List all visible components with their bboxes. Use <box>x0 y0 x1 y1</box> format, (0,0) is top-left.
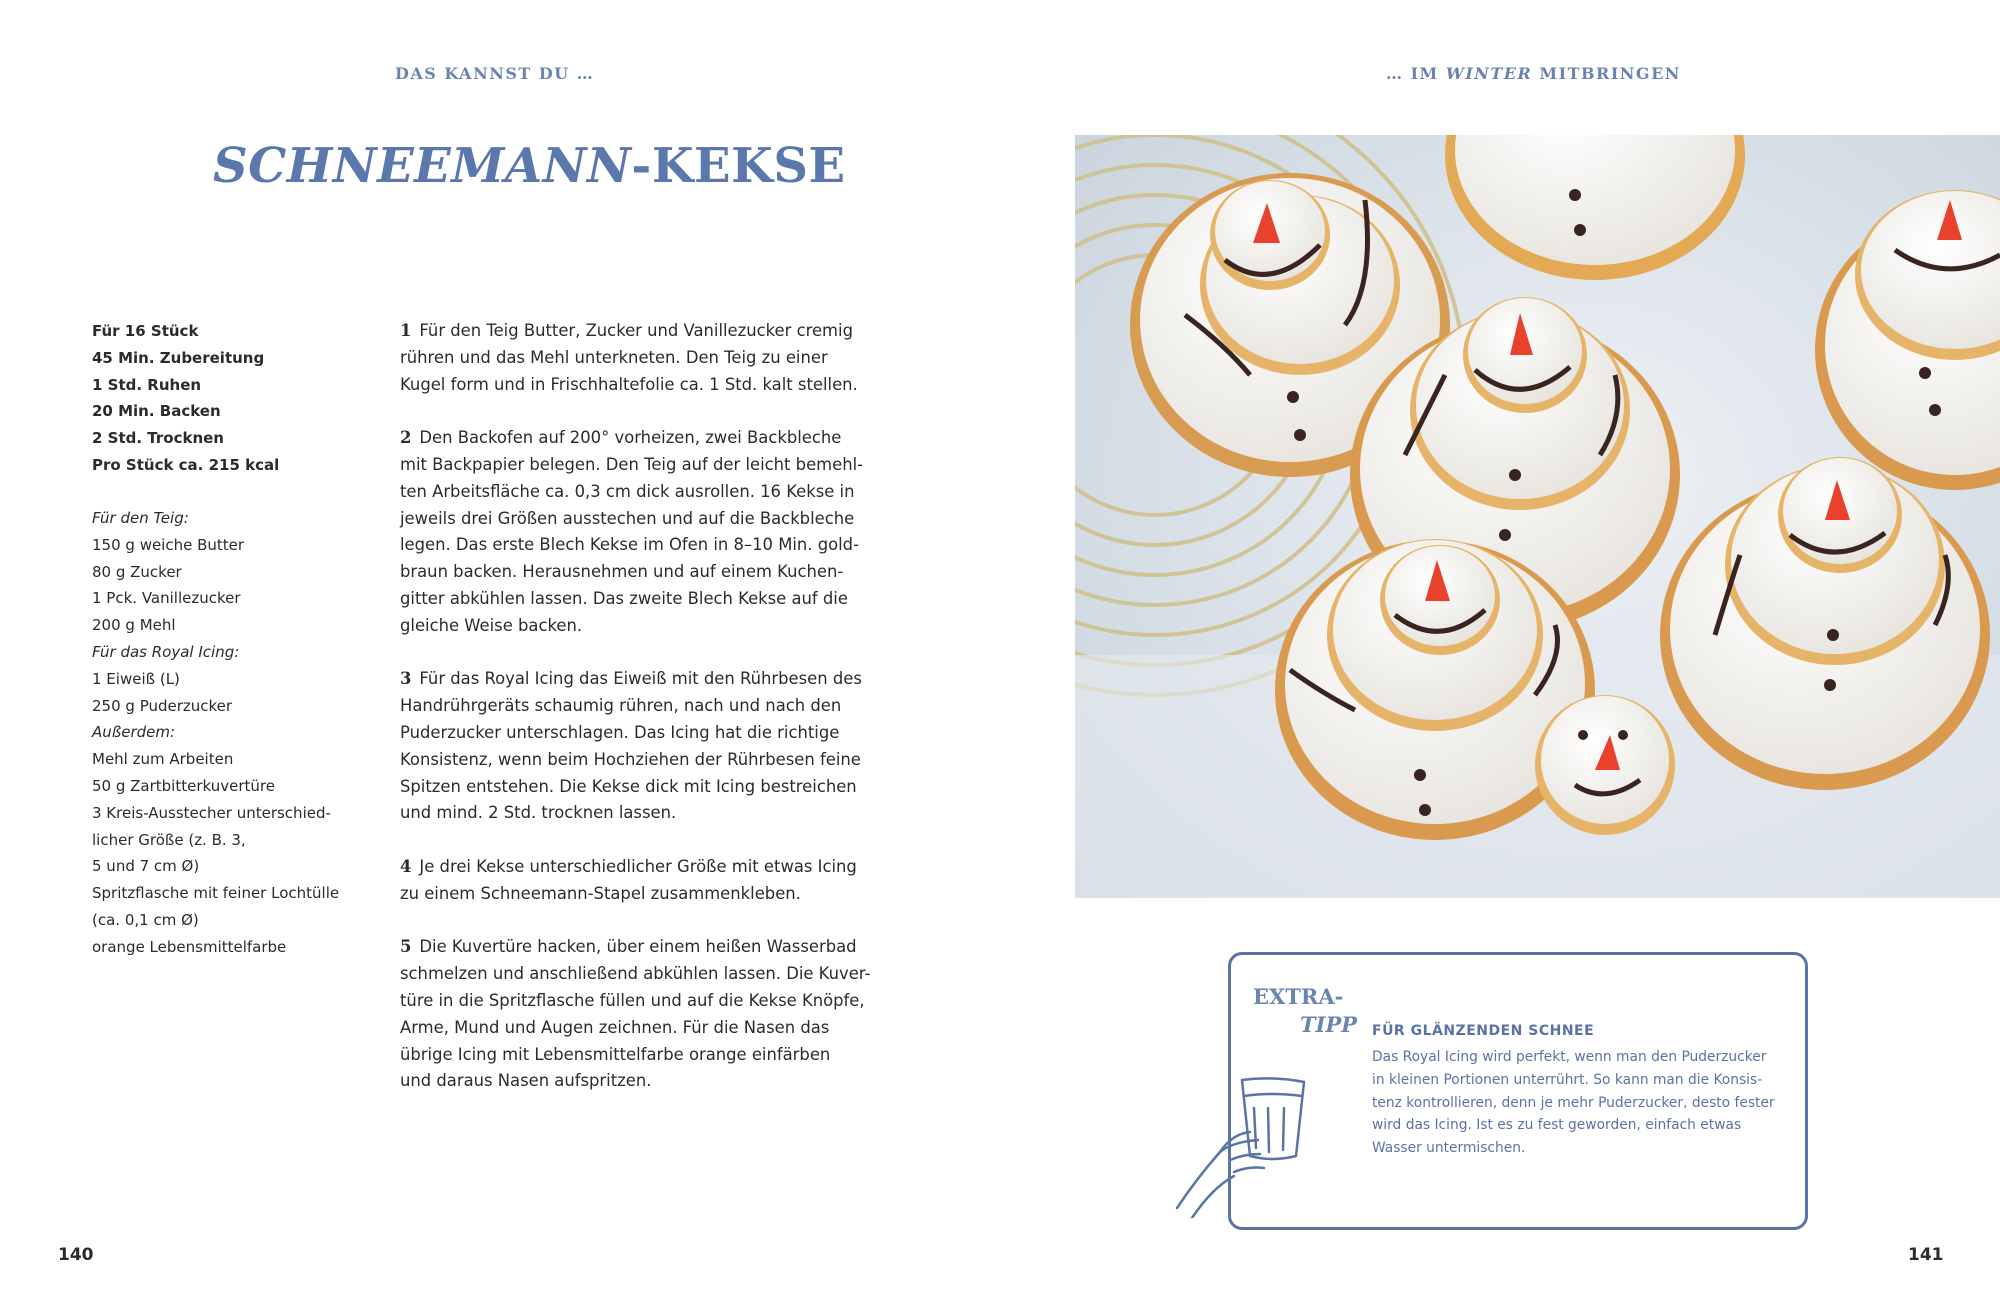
tip-line: in kleinen Portionen unterrührt. So kann man die Konsis- <box>1372 1071 1763 1088</box>
info-line: 20 Min. Backen <box>92 402 221 421</box>
ingredient-item: 5 und 7 cm Ø) <box>92 857 200 876</box>
right-running-head-em: WINTER <box>1445 64 1533 83</box>
ingredient-item: 80 g Zucker <box>92 562 182 581</box>
step-text: und mind. 2 Std. trocknen lassen. <box>400 803 677 823</box>
step-line <box>400 425 880 452</box>
step-text: Spitzen entstehen. Die Kekse dick mit Icing bestreichen <box>400 776 857 796</box>
recipe-title <box>213 138 846 194</box>
tip-heading: FÜR GLÄNZENDEN SCHNEE <box>1372 1023 1595 1039</box>
recipe-title-part1: SCHNEEMANN <box>213 138 632 194</box>
step-text: übrige Icing mit Lebensmittelfarbe orange einfärben <box>400 1044 831 1064</box>
step-line <box>400 881 880 908</box>
step-number: 1 <box>400 321 412 340</box>
ingredient-item: 1 Pck. Vanillezucker <box>92 589 241 608</box>
step-text: mit Backpapier belegen. Den Teig auf der leicht bemehl- <box>400 454 864 474</box>
recipe-info <box>92 318 279 479</box>
step-line <box>400 559 880 586</box>
recipe-title-part2: -KEKSE <box>631 138 846 194</box>
step-line <box>400 506 880 533</box>
page-number-right: 141 <box>1908 1245 1944 1265</box>
step-text: türe in die Spritzflasche füllen und auf die Kekse Knöpfe, <box>400 990 865 1010</box>
step-text: Arme, Mund und Augen zeichnen. Für die Nasen das <box>400 1017 830 1037</box>
step-line <box>400 1015 880 1042</box>
step-text: legen. Das erste Blech Kekse im Ofen in 8–10 Min. gold- <box>400 535 860 555</box>
step-number: 2 <box>400 428 412 448</box>
recipe-steps <box>400 318 880 1122</box>
ingredient-section-heading: Außerdem: <box>92 723 176 742</box>
step-line <box>400 345 880 372</box>
step-text: Kugel form und in Frischhaltefolie ca. 1 Std. kalt stellen. <box>400 374 858 394</box>
step-line <box>400 774 880 801</box>
tip-line: tenz kontrollieren, denn je mehr Puderzucker, desto fester <box>1372 1094 1775 1111</box>
ingredient-list <box>92 505 362 961</box>
step-line <box>400 318 880 345</box>
ingredient-item: 50 g Zartbitterkuvertüre <box>92 776 275 795</box>
hand-holding-glass-icon <box>1172 1068 1322 1222</box>
tip-label-tipp: TIPP <box>1300 1012 1358 1037</box>
ingredient-item: Mehl zum Arbeiten <box>92 750 234 769</box>
step-text: Handrührgeräts schaumig rühren, nach und nach den <box>400 696 842 716</box>
ingredient-item: 200 g Mehl <box>92 616 176 635</box>
step-number: 3 <box>400 669 412 689</box>
recipe-step <box>400 666 880 827</box>
ingredient-item: (ca. 0,1 cm Ø) <box>92 910 199 929</box>
ingredient-section-heading: Für das Royal Icing: <box>92 642 240 661</box>
step-line <box>400 988 880 1015</box>
right-running-head-post: MITBRINGEN <box>1532 64 1681 83</box>
step-text: zu einem Schneemann-Stapel zusammenkleben. <box>400 883 801 903</box>
step-line <box>400 372 880 399</box>
step-text: Für das Royal Icing das Eiweiß mit den Rührbesen des <box>419 669 862 689</box>
step-line <box>400 613 880 640</box>
step-text: Konsistenz, wenn beim Hochziehen der Rührbesen feine <box>400 749 861 769</box>
step-text: Puderzucker unterschlagen. Das Icing hat die richtige <box>400 722 840 742</box>
info-line: 45 Min. Zubereitung <box>92 348 265 367</box>
step-line <box>400 800 880 827</box>
ingredient-item: 250 g Puderzucker <box>92 696 233 715</box>
step-text: gitter abkühlen lassen. Das zweite Blech Kekse auf die <box>400 588 848 608</box>
recipe-step <box>400 854 880 908</box>
tip-label-extra: EXTRA- <box>1253 984 1344 1009</box>
step-text: Den Backofen auf 200° vorheizen, zwei Backbleche <box>419 428 842 448</box>
tip-line: wird das Icing. Ist es zu fest geworden, einfach etwas <box>1372 1117 1742 1134</box>
step-text: rühren und das Mehl unterkneten. Den Teig zu einer <box>400 347 828 367</box>
recipe-step <box>400 425 880 639</box>
right-running-head-pre: … IM <box>1386 64 1446 83</box>
step-line <box>400 961 880 988</box>
ingredient-section-heading: Für den Teig: <box>92 509 189 527</box>
photo-illustration <box>1075 135 2000 898</box>
page-number-left: 140 <box>58 1245 94 1265</box>
step-text: jeweils drei Größen ausstechen und auf die Backbleche <box>400 508 855 528</box>
step-line <box>400 1068 880 1095</box>
step-line <box>400 666 880 693</box>
step-line <box>400 693 880 720</box>
step-line <box>400 720 880 747</box>
tip-line: Wasser untermischen. <box>1372 1140 1526 1157</box>
tip-line: Das Royal Icing wird perfekt, wenn man den Puderzucker <box>1372 1049 1767 1065</box>
step-line <box>400 532 880 559</box>
recipe-step <box>400 934 880 1095</box>
ingredient-item: Spritzflasche mit feiner Lochtülle <box>92 884 340 903</box>
step-text: Je drei Kekse unterschiedlicher Größe mit etwas Icing <box>419 856 857 876</box>
step-text: Die Kuvertüre hacken, über einem heißen Wasserbad <box>419 937 857 957</box>
info-line: 1 Std. Ruhen <box>92 375 202 394</box>
step-line <box>400 452 880 479</box>
step-text: gleiche Weise backen. <box>400 615 583 635</box>
step-line <box>400 934 880 961</box>
ingredient-item: orange Lebensmittelfarbe <box>92 937 287 956</box>
ingredient-item: 1 Eiweiß (L) <box>92 669 180 688</box>
step-number: 4 <box>400 856 412 876</box>
step-line <box>400 1042 880 1069</box>
snowman-cookies-photo <box>1075 135 2000 898</box>
step-line <box>400 479 880 506</box>
info-line: Pro Stück ca. 215 kcal <box>92 455 280 474</box>
step-line <box>400 747 880 774</box>
ingredient-item: 3 Kreis-Ausstecher unterschied- <box>92 803 331 822</box>
step-text: braun backen. Herausnehmen und auf einem Kuchen- <box>400 562 844 582</box>
left-running-head: DAS KANNST DU … <box>395 64 595 83</box>
step-text: schmelzen und anschließend abkühlen lassen. Die Kuver- <box>400 964 871 984</box>
step-line <box>400 586 880 613</box>
info-line: 2 Std. Trocknen <box>92 429 224 448</box>
tip-body <box>1372 1046 1792 1160</box>
step-number: 5 <box>400 937 412 957</box>
right-running-head <box>1386 64 1681 83</box>
ingredient-item: licher Größe (z. B. 3, <box>92 830 246 849</box>
step-line <box>400 854 880 881</box>
step-text: ten Arbeitsfläche ca. 0,3 cm dick ausrollen. 16 Kekse in <box>400 481 855 501</box>
info-line: Für 16 Stück <box>92 322 199 340</box>
ingredient-item: 150 g weiche Butter <box>92 535 245 554</box>
step-text: und daraus Nasen aufspritzen. <box>400 1071 652 1091</box>
recipe-step <box>400 318 880 398</box>
step-text: Für den Teig Butter, Zucker und Vanillezucker cremig <box>419 321 853 340</box>
